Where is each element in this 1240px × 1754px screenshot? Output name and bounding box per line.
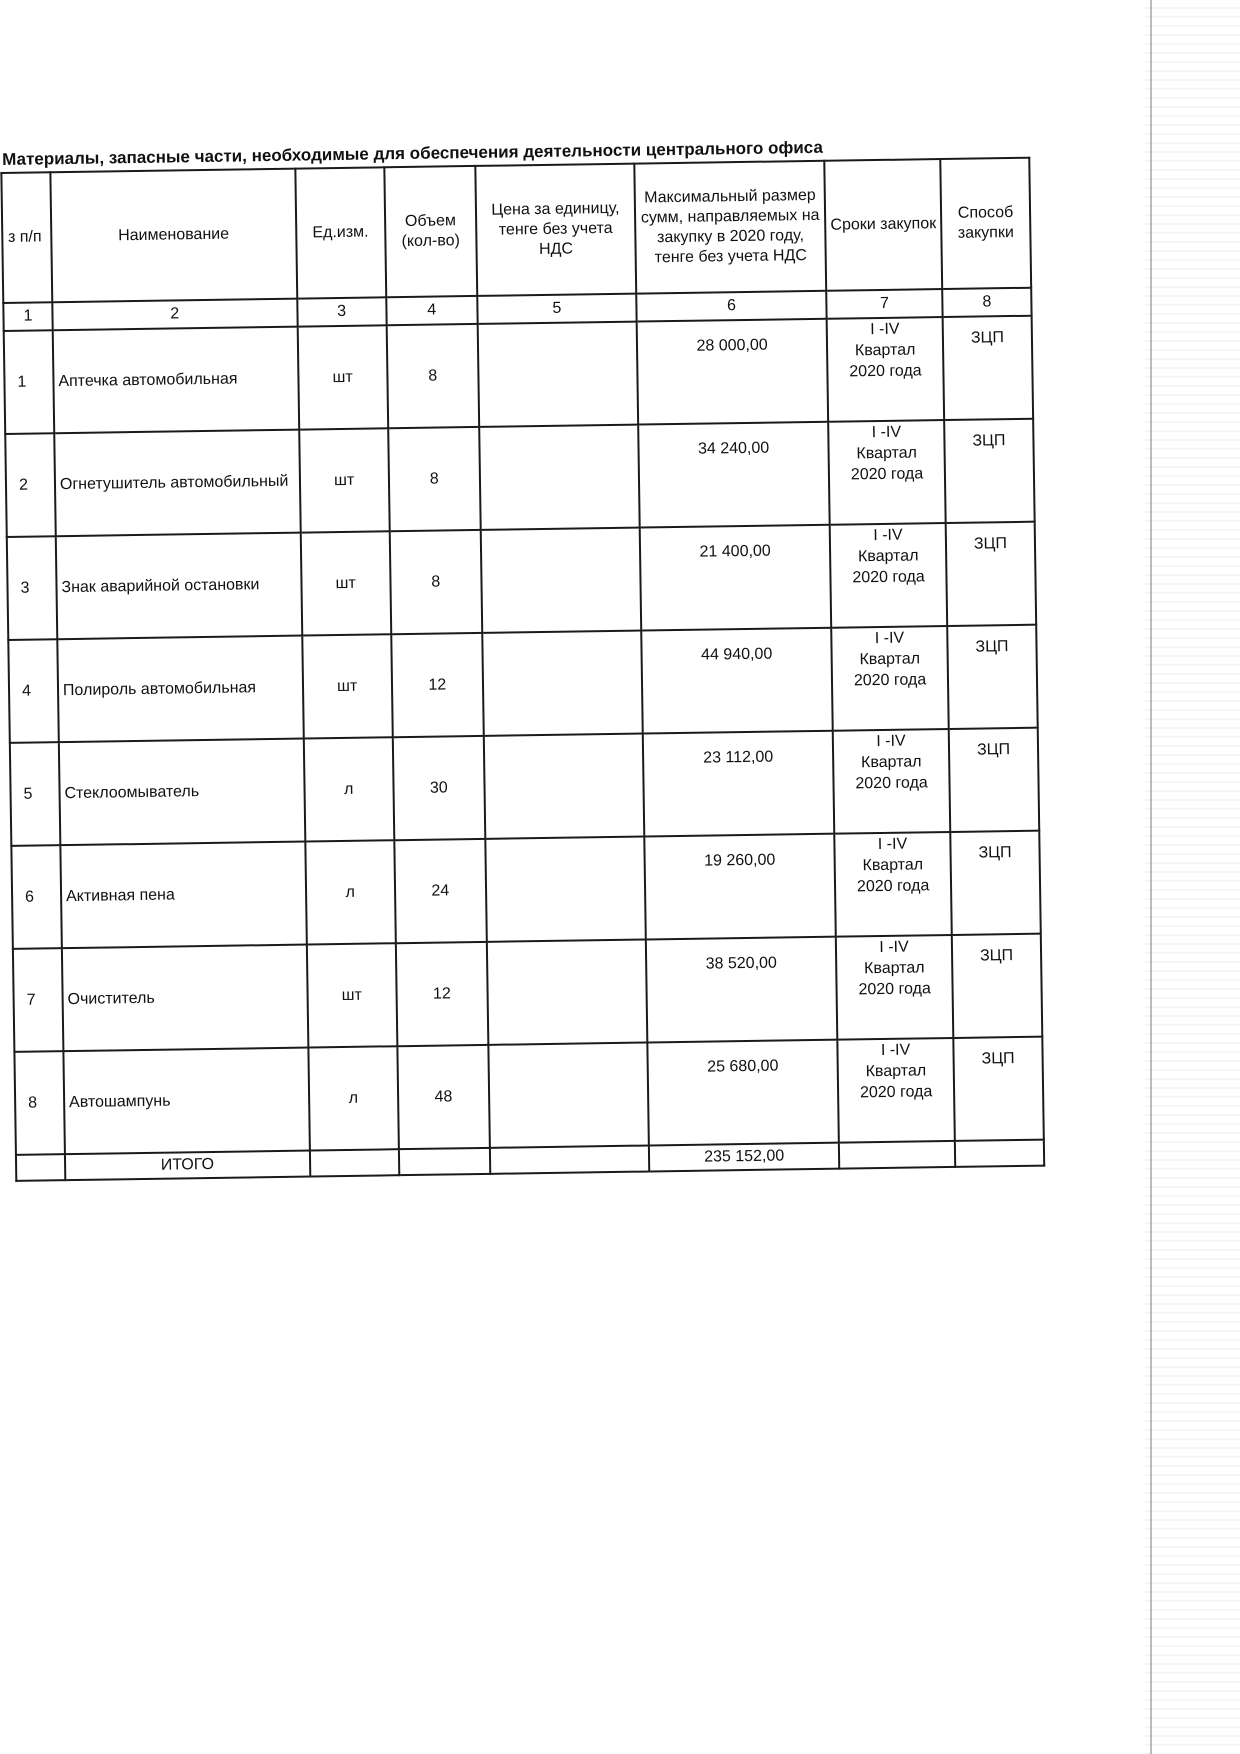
column-number: 8	[942, 288, 1031, 317]
total-amount: 235 152,00	[649, 1143, 840, 1172]
item-period	[831, 626, 948, 731]
item-unit: л	[305, 840, 396, 944]
procurement-table	[0, 157, 1045, 1182]
header-method: Способ закупки	[940, 158, 1031, 289]
item-qty: 12	[396, 942, 489, 1046]
period-quarter: Квартал	[859, 650, 921, 669]
item-price	[485, 837, 646, 942]
period-range: I -IV	[879, 938, 909, 957]
item-amount: 21 400,00	[640, 525, 832, 631]
period-quarter: Квартал	[860, 753, 922, 772]
item-unit: шт	[302, 634, 393, 738]
item-name: Полироль автомобильная	[57, 636, 303, 743]
item-price	[482, 631, 643, 736]
period-year: 2020 года	[859, 1083, 933, 1102]
column-number: 2	[52, 299, 297, 331]
total-label: ИТОГО	[65, 1151, 310, 1181]
item-amount: 44 940,00	[641, 628, 833, 734]
total-empty-cell	[839, 1141, 955, 1169]
item-price	[478, 322, 639, 427]
period-year: 2020 года	[850, 465, 924, 484]
period-range: I -IV	[870, 320, 900, 339]
item-price	[481, 528, 642, 633]
item-unit: л	[303, 737, 394, 841]
table-row	[7, 522, 1036, 640]
total-empty-cell	[955, 1140, 1044, 1167]
period-range: I -IV	[871, 423, 902, 442]
total-empty-cell	[490, 1145, 649, 1173]
row-number: 4	[8, 639, 58, 743]
item-amount: 23 112,00	[643, 731, 835, 837]
row-number: 6	[11, 845, 61, 949]
document-title: Материалы, запасные части, необходимые для обеспечения деятельности центрального офиса	[2, 137, 823, 169]
table-row	[13, 934, 1042, 1052]
item-name: Знак аварийной остановки	[56, 533, 302, 640]
item-method: ЗЦП	[949, 728, 1040, 832]
period-year: 2020 года	[849, 362, 922, 381]
column-number: 4	[386, 296, 478, 325]
item-amount: 25 680,00	[647, 1040, 839, 1146]
item-unit: шт	[299, 428, 390, 532]
period-year: 2020 года	[853, 671, 927, 690]
item-period	[838, 1038, 955, 1143]
row-number: 2	[5, 433, 55, 537]
column-number: 6	[636, 291, 827, 322]
item-name: Автошампунь	[63, 1048, 309, 1155]
item-qty: 12	[391, 633, 484, 737]
table-row	[10, 728, 1039, 846]
total-empty-cell	[399, 1148, 491, 1175]
scan-edge-line	[1150, 0, 1152, 1754]
item-method: ЗЦП	[946, 522, 1037, 626]
item-period	[830, 523, 947, 628]
item-method: ЗЦП	[953, 1037, 1044, 1141]
item-price	[487, 940, 648, 1045]
item-qty: 8	[388, 427, 481, 531]
period-quarter: Квартал	[856, 444, 918, 463]
item-amount: 38 520,00	[646, 937, 838, 1043]
period-year: 2020 года	[855, 774, 928, 793]
item-name: Огнетушитель автомобильный	[54, 430, 300, 537]
table-row	[11, 831, 1040, 949]
column-number: 1	[3, 302, 52, 331]
item-period	[834, 832, 951, 937]
item-period	[828, 420, 945, 525]
header-unit: Ед.изм.	[295, 167, 386, 298]
item-qty: 48	[397, 1045, 490, 1149]
item-method: ЗЦП	[950, 831, 1041, 935]
row-number: 7	[13, 948, 63, 1052]
item-price	[488, 1042, 649, 1147]
column-number: 7	[826, 289, 942, 319]
item-name: Стеклоомыватель	[59, 739, 305, 846]
item-period	[833, 729, 950, 834]
scan-edge-noise	[1145, 0, 1240, 1754]
table-row	[5, 419, 1034, 537]
period-quarter: Квартал	[857, 547, 919, 566]
period-range: I -IV	[877, 835, 908, 854]
item-name: Очиститель	[62, 945, 308, 1052]
period-range: I -IV	[874, 629, 905, 648]
table-row	[14, 1037, 1043, 1155]
item-name: Аптечка автомобильная	[53, 327, 299, 434]
period-year: 2020 года	[856, 877, 930, 896]
item-name: Активная пена	[60, 842, 306, 949]
period-range: I -IV	[873, 526, 903, 545]
item-qty: 8	[386, 324, 479, 428]
header-amount: Максимальный размер сумм, направляемых на закупку в 2020 году, тенге без учета НДС	[634, 161, 826, 294]
item-unit: шт	[297, 325, 388, 429]
item-price	[479, 425, 640, 530]
item-method: ЗЦП	[952, 934, 1043, 1038]
table-row	[4, 316, 1033, 434]
period-year: 2020 года	[858, 980, 931, 999]
item-unit: л	[308, 1046, 399, 1150]
period-quarter: Квартал	[863, 959, 925, 978]
table-row	[8, 625, 1037, 743]
item-price	[484, 734, 645, 839]
procurement-document	[0, 132, 1065, 1181]
item-unit: шт	[307, 943, 398, 1047]
row-number: 3	[7, 536, 57, 640]
header-num: з п/п	[1, 172, 52, 303]
header-price: Цена за единицу, тенге без учета НДС	[475, 164, 636, 296]
item-unit: шт	[300, 531, 391, 635]
item-period	[836, 935, 953, 1040]
item-amount: 19 260,00	[644, 834, 836, 940]
item-amount: 28 000,00	[637, 319, 829, 425]
item-qty: 30	[392, 736, 485, 840]
total-empty-cell	[16, 1154, 65, 1181]
period-range: I -IV	[880, 1041, 911, 1060]
item-qty: 24	[394, 839, 487, 943]
column-number: 3	[297, 297, 386, 326]
item-method: ЗЦП	[947, 625, 1038, 729]
row-number: 5	[10, 742, 60, 846]
header-period: Сроки закупок	[825, 159, 943, 291]
header-row	[1, 158, 1031, 303]
period-year: 2020 года	[852, 568, 925, 587]
header-qty: Объем (кол-во)	[384, 166, 477, 297]
item-method: ЗЦП	[944, 419, 1035, 523]
period-quarter: Квартал	[854, 341, 916, 360]
item-amount: 34 240,00	[638, 422, 830, 528]
period-quarter: Квартал	[862, 856, 924, 875]
total-empty-cell	[310, 1149, 399, 1176]
period-range: I -IV	[876, 732, 906, 751]
header-name: Наименование	[50, 169, 297, 303]
item-period	[827, 317, 944, 422]
item-method: ЗЦП	[943, 316, 1034, 420]
column-number: 5	[477, 294, 636, 324]
item-qty: 8	[389, 530, 482, 634]
row-number: 1	[4, 330, 54, 434]
period-quarter: Квартал	[865, 1062, 927, 1081]
row-number: 8	[14, 1051, 64, 1155]
